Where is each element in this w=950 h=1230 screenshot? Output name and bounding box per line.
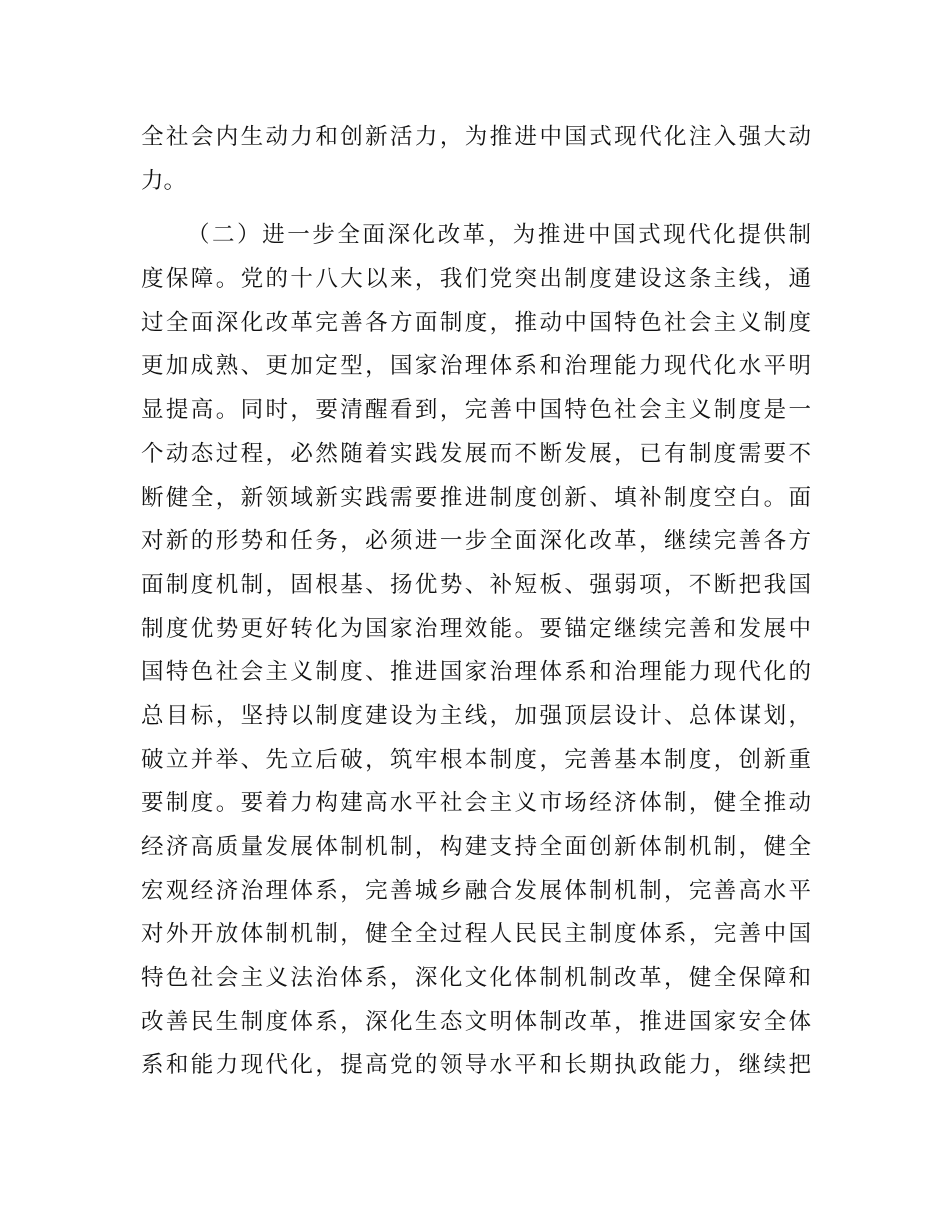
text-line: 宏观经济治理体系，完善城乡融合发展体制机制，完善高水平 bbox=[141, 877, 811, 904]
text-line: 更加成熟、更加定型，国家治理体系和治理能力现代化水平明 bbox=[141, 353, 811, 380]
text-line: 力。 bbox=[141, 167, 187, 194]
paragraph-1 bbox=[141, 116, 811, 203]
text-line: 总目标，坚持以制度建设为主线，加强顶层设计、总体谋划， bbox=[141, 702, 811, 729]
text-line: 对新的形势和任务，必须进一步全面深化改革，继续完善各方 bbox=[141, 528, 811, 555]
text-line: 对外开放体制机制，健全全过程人民民主制度体系，完善中国 bbox=[141, 921, 811, 948]
text-line: 过全面深化改革完善各方面制度，推动中国特色社会主义制度 bbox=[141, 309, 811, 336]
text-line: 个动态过程，必然随着实践发展而不断发展，已有制度需要不 bbox=[141, 440, 811, 467]
text-line: （二）进一步全面深化改革，为推进中国式现代化提供制 bbox=[187, 222, 811, 249]
document-body bbox=[141, 116, 811, 1088]
text-line: 经济高质量发展体制机制，构建支持全面创新体制机制，健全 bbox=[141, 834, 811, 860]
text-line: 面制度机制，固根基、扬优势、补短板、强弱项，不断把我国 bbox=[141, 571, 811, 598]
text-line: 国特色社会主义制度、推进国家治理体系和治理能力现代化的 bbox=[141, 659, 811, 686]
text-line: 要制度。要着力构建高水平社会主义市场经济体制，健全推动 bbox=[141, 790, 811, 817]
text-line: 改善民生制度体系，深化生态文明体制改革，推进国家安全体 bbox=[141, 1008, 811, 1035]
text-line: 制度优势更好转化为国家治理效能。要锚定继续完善和发展中 bbox=[141, 615, 811, 642]
text-line: 破立并举、先立后破，筑牢根本制度，完善基本制度，创新重 bbox=[141, 746, 811, 773]
paragraph-spacing bbox=[141, 203, 811, 214]
paragraph-2 bbox=[141, 214, 811, 1088]
text-line: 全社会内生动力和创新活力，为推进中国式现代化注入强大动 bbox=[141, 124, 811, 150]
text-line: 度保障。党的十八大以来，我们党突出制度建设这条主线，通 bbox=[141, 266, 811, 293]
text-line: 断健全，新领域新实践需要推进制度创新、填补制度空白。面 bbox=[141, 484, 811, 511]
text-line: 系和能力现代化，提高党的领导水平和长期执政能力，继续把 bbox=[141, 1052, 811, 1079]
text-line: 显提高。同时，要清醒看到，完善中国特色社会主义制度是一 bbox=[141, 397, 811, 424]
text-line: 特色社会主义法治体系，深化文化体制机制改革，健全保障和 bbox=[141, 965, 811, 992]
